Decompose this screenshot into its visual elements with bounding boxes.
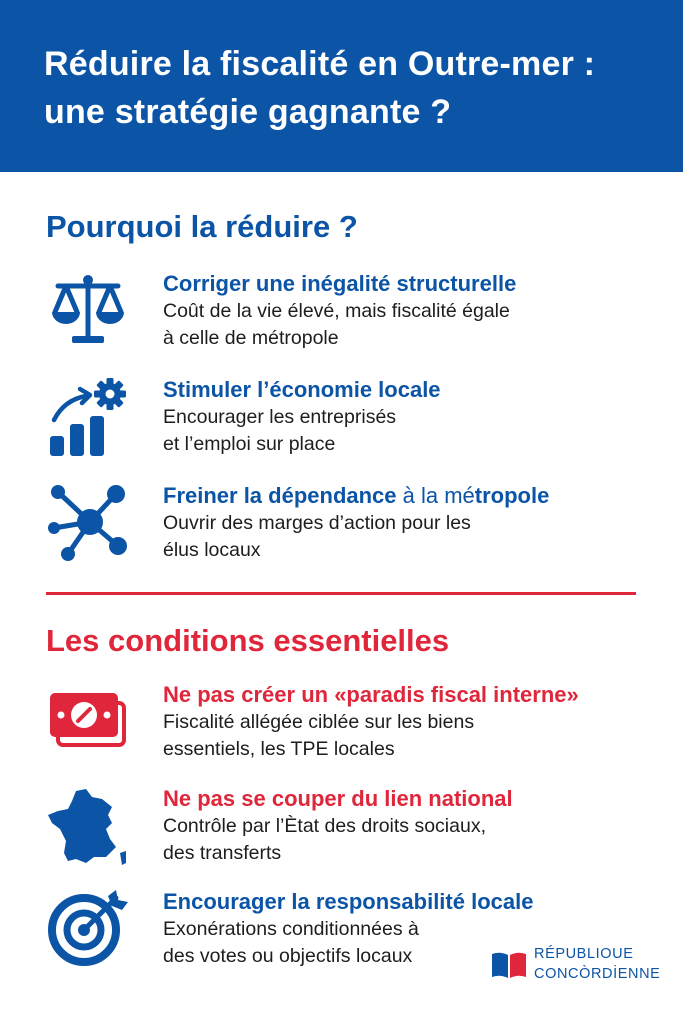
- network-icon: [46, 482, 130, 566]
- condition-title: Ne pas se couper du lien national: [163, 786, 513, 811]
- condition-item-tax-haven: [46, 681, 646, 781]
- section-divider: [46, 592, 636, 595]
- condition-title: Ne pas créer un «paradis fiscal interne»: [163, 682, 579, 707]
- france-map-icon: [46, 785, 130, 869]
- reason-item-dependency: [46, 482, 646, 582]
- reason-item-inequality: [46, 270, 646, 370]
- condition-title: Encourager la responsabilité locale: [163, 889, 534, 914]
- target-icon: [46, 888, 130, 972]
- section-title-conditions: Les conditions essentielles: [46, 623, 450, 658]
- desc-line-1: Coût de la vie élevé, mais fiscalité égale: [163, 300, 510, 322]
- title-thin-part: à la mé: [396, 483, 475, 508]
- reason-item-economy: [46, 376, 646, 476]
- reason-title: Stimuler l’économie locale: [163, 377, 441, 402]
- desc-line-1: Ouvrir des marges d’action pour les: [163, 512, 471, 534]
- book-logo-icon: [490, 948, 528, 980]
- condition-description: [163, 813, 583, 867]
- desc-line-2: et l’emploi sur place: [163, 433, 336, 455]
- scales-icon: [46, 270, 130, 354]
- section-title-why: Pourquoi la réduire ?: [46, 209, 358, 244]
- logo-text: [534, 944, 660, 984]
- growth-chart-gear-icon: [46, 376, 130, 460]
- condition-description: [163, 709, 583, 763]
- desc-line-2: essentiels, les TPE locales: [163, 738, 395, 760]
- desc-line-2: élus locaux: [163, 539, 261, 561]
- desc-line-1: Fiscalité allégée ciblée sur les biens: [163, 711, 475, 733]
- reason-description: [163, 298, 583, 352]
- republic-logo: [490, 944, 675, 986]
- title-end-part: tropole: [474, 483, 550, 508]
- page-title: Réduire la fiscalité en Outre-mer : une stratégie gagnante ?: [44, 45, 596, 131]
- header-banner: [0, 0, 683, 172]
- condition-item-national-link: [46, 785, 646, 885]
- desc-line-2: des votes ou objectifs locaux: [163, 945, 413, 967]
- logo-line-2: CONCÒRDİENNE: [534, 966, 661, 982]
- desc-line-1: Exonérations conditionnées à: [163, 918, 419, 940]
- banknote-icon: [46, 681, 130, 765]
- reason-title: [163, 482, 549, 510]
- desc-line-1: Encourager les entreprisés: [163, 406, 397, 428]
- reason-description: [163, 404, 583, 458]
- reason-description: [163, 510, 583, 564]
- reason-title: Corriger une inégalité structurelle: [163, 271, 517, 296]
- desc-line-1: Contrôle par l’Ètat des droits sociaux,: [163, 815, 486, 837]
- desc-line-2: à celle de métropole: [163, 327, 339, 349]
- logo-line-1: RÉPUBLIOUE: [534, 946, 634, 962]
- desc-line-2: des transferts: [163, 842, 282, 864]
- title-bold-part: Freiner la dépendance: [163, 483, 397, 508]
